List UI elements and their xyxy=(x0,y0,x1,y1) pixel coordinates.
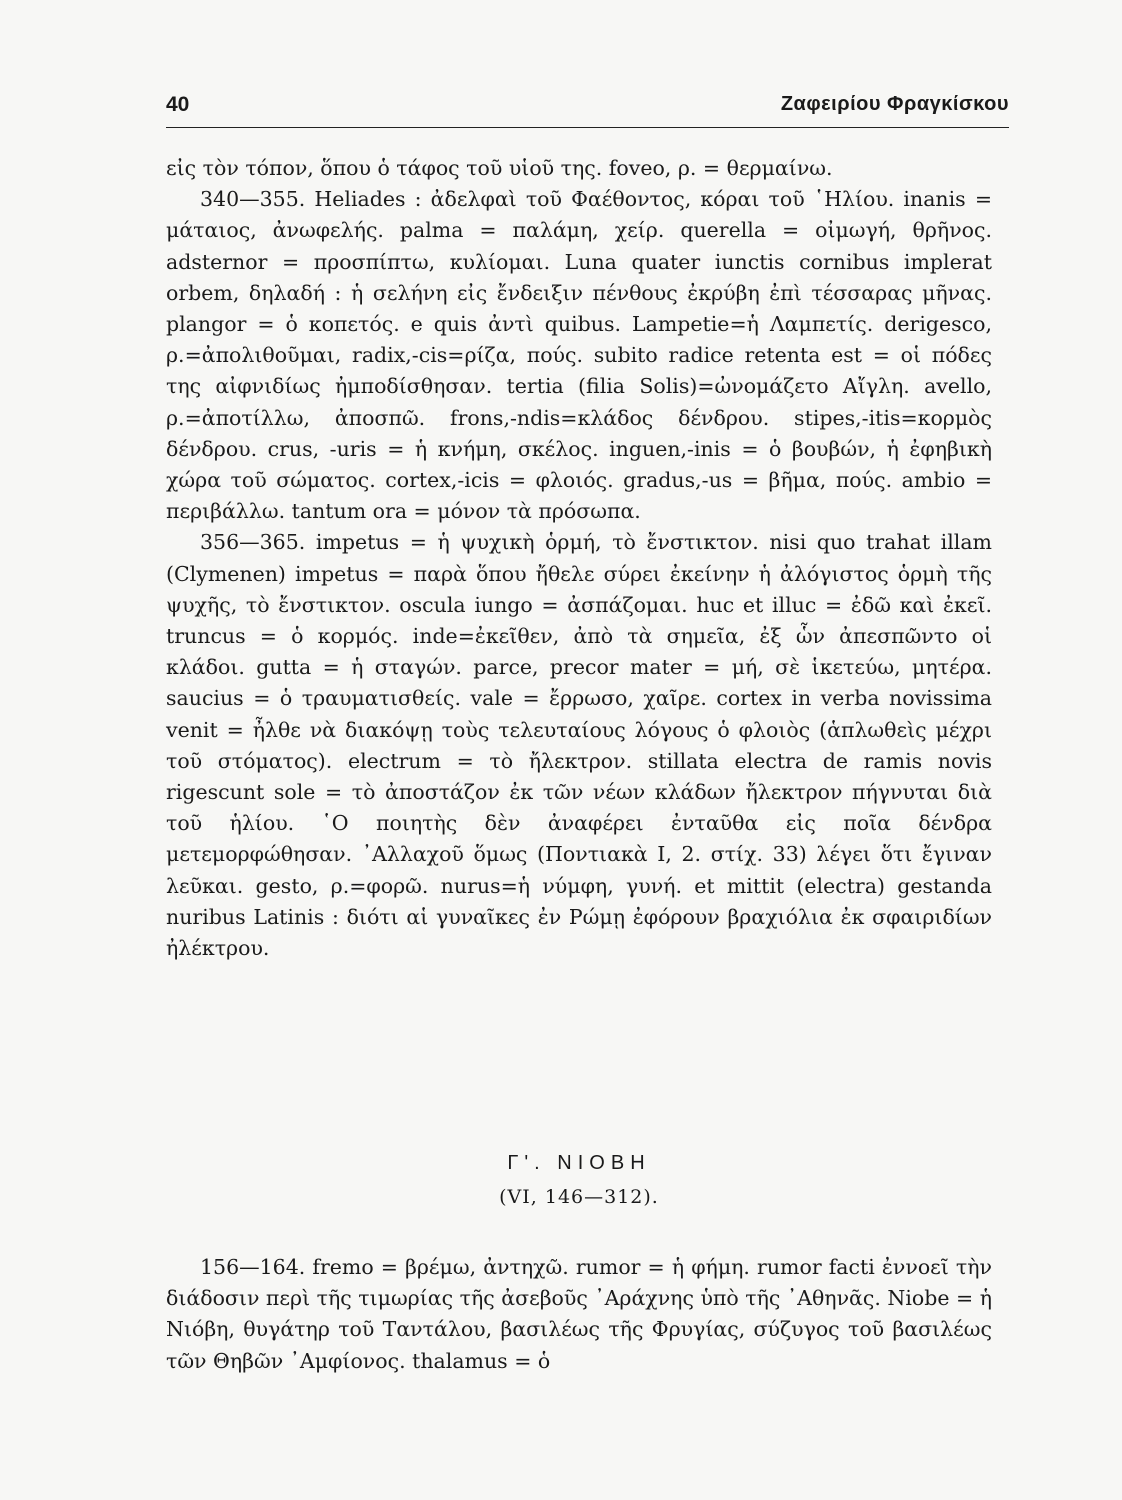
paragraph-156-164: 156—164. fremo = βρέμω, ἀντηχῶ. rumor = ἡ φήμη. rumor facti ἐννοεῖ τὴν διάδοσιν περὶ τῆς τιμωρίας τῆς ἀσεβοῦς ᾿Αράχνης ὑπὸ τῆς ᾿Αθηνᾶς. Niobe = ἡ Νιόβη, θυγάτηρ τοῦ Ταντάλου, βασιλέως τῆς Φρυγίας, σύζυγος τοῦ βασιλέως τῶν Θηβῶν ᾿Αμφίονος. thalamus = ὁ xyxy=(166,1255,992,1373)
commentary-block-1 xyxy=(166,153,992,964)
header-rule xyxy=(166,127,1009,128)
running-head-author: Ζαφειρίου Φραγκίσκου xyxy=(780,93,1009,115)
section-title: Γ'. ΝΙΟΒΗ xyxy=(507,1152,651,1174)
section-verse-range: (VI, 146—312). xyxy=(499,1186,659,1208)
commentary-block-2 xyxy=(166,1252,992,1377)
page-number: 40 xyxy=(166,93,190,116)
page-header xyxy=(166,93,1009,129)
paragraph-356-365: 356—365. impetus = ἡ ψυχικὴ ὁρμή, τὸ ἔνστικτον. nisi quo trahat illam (Clymenen) impetus = παρὰ ὅπου ἤθελε σύρει ἐκείνην ἡ ἀλόγιστος ὁρμὴ τῆς ψυχῆς, τὸ ἔνστικτον. oscula iungo = ἀσπάζομαι. huc et illuc = ἐδῶ καὶ ἐκεῖ. truncus = ὁ κορμός. inde=ἐκεῖθεν, ἀπὸ τὰ σημεῖα, ἐξ ὧν ἀπεσπῶντο οἱ κλάδοι. gutta = ἡ σταγών. parce, precor mater = μή, σὲ ἱκετεύω, μητέρα. saucius = ὁ τραυματισθείς. vale = ἔρρωσο, χαῖρε. cortex in verba novissima venit = ἦλθε νὰ διακόψῃ τοὺς τελευταίους λόγους ὁ φλοιὸς (ἁπλωθεὶς μέχρι τοῦ στόματος). electrum = τὸ ἤλεκτρον. stillata electra de ramis novis rigescunt sole = τὸ ἀποστάζον ἐκ τῶν νέων κλάδων ἤλεκτρον πήγνυται διὰ τοῦ ἡλίου. ῾Ο ποιητὴς δὲν ἀναφέρει ἐνταῦθα εἰς ποῖα δένδρα μετεμορφώθησαν. ᾿Αλλαχοῦ ὅμως (Ποντιακὰ I, 2. στίχ. 33) λέγει ὅτι ἔγιναν λεῦκαι. gesto, ρ.=φορῶ. nurus=ἡ νύμφη, γυνή. et mittit (electra) gestanda nuribus Latinis : διότι αἱ γυναῖκες ἐν Ρώμῃ ἐφόρουν βραχιόλια ἐκ σφαιριδίων ἠλέκτρου. xyxy=(166,530,992,961)
paragraph-340-355: 340—355. Heliades : ἀδελφαὶ τοῦ Φαέθοντος, κόραι τοῦ ῾Ηλίου. inanis = μάταιος, ἀνωφελής. palma = παλάμη, χείρ. querella = οἰμωγή, θρῆνος. adsternor = προσπίπτω, κυλίομαι. Luna quater iunctis cornibus implerat orbem, δηλαδή : ἡ σελήνη εἰς ἔνδειξιν πένθους ἐκρύβη ἐπὶ τέσσαρας μῆνας. plangor = ὁ κοπετός. e quis ἀντὶ quibus. Lampetie=ἡ Λαμπετίς. derigesco, ρ.=ἀπολιθοῦμαι, radix,-cis=ρίζα, πούς. subito radice retenta est = οἱ πόδες της αἰφνιδίως ἠμποδίσθησαν. tertia (filia Solis)=ὠνομάζετο Αἴγλη. avello, ρ.=ἀποτίλλω, ἀποσπῶ. frons,-ndis=κλάδος δένδρου. stipes,-itis=κορμὸς δένδρου. crus, -uris = ἡ κνήμη, σκέλος. inguen,-inis = ὁ βουβών, ἡ ἐφηβικὴ χώρα τοῦ σώματος. cortex,-icis = φλοιός. gradus,-us = βῆμα, πούς. ambio = περιβάλλω. tantum ora = μόνον τὰ πρόσωπα. xyxy=(166,187,992,524)
continuation-paragraph: εἰς τὸν τόπον, ὅπου ὁ τάφος τοῦ υἱοῦ της. foveo, ρ. = θερμαίνω. xyxy=(166,156,833,180)
